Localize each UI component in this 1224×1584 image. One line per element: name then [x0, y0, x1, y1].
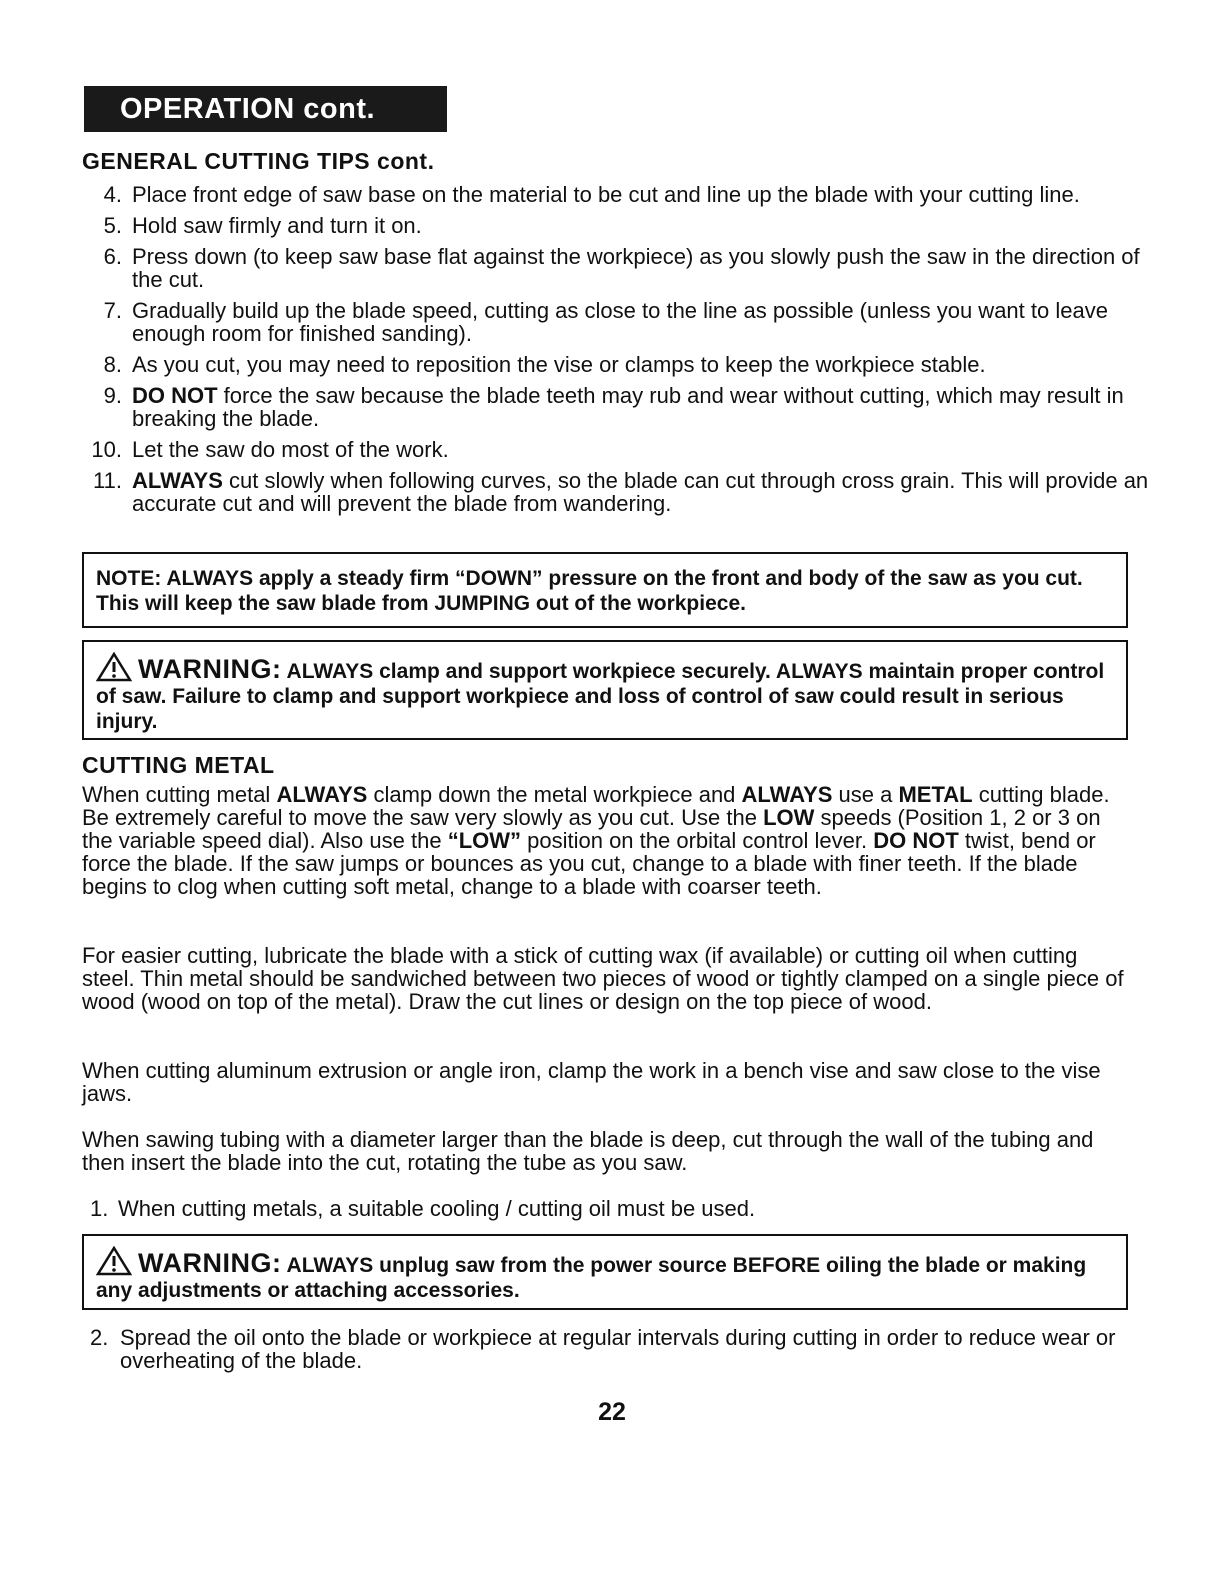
item-text: Place front edge of saw base on the material to be cut and line up the blade with your cutting line.: [132, 182, 1080, 207]
text-run: twist, bend or force the blade. If the saw jumps or bounces as you cut, change to a blade with finer teeth. If the blade begins to clog when cutting soft metal, change to a blade with coarser teeth.: [82, 828, 1096, 899]
note-text: NOTE: ALWAYS apply a steady firm “DOWN” pressure on the front and body of the saw as you cut. This will keep the saw blade from JUMPING out of the workpiece.: [96, 567, 1083, 615]
general-cutting-tips-heading: GENERAL CUTTING TIPS cont.: [82, 148, 435, 174]
page-number: 22: [598, 1398, 626, 1426]
item-text: When cutting metals, a suitable cooling / cutting oil must be used.: [118, 1196, 756, 1221]
list-item: [82, 438, 1152, 461]
item-number: 7.: [103, 298, 122, 323]
metal-steps-list-1: [82, 1197, 1152, 1228]
list-item: [82, 1197, 1152, 1220]
warning-box-unplug: [82, 1234, 1128, 1310]
warning-label: WARNING:: [138, 1248, 282, 1278]
item-number: 1.: [90, 1196, 109, 1221]
warning-box-clamp: [82, 640, 1128, 740]
text-run: use a: [832, 782, 899, 807]
cutting-metal-heading: CUTTING METAL: [82, 752, 275, 778]
item-text: Hold saw firmly and turn it on.: [132, 213, 422, 238]
item-emphasis: DO NOT: [132, 383, 218, 408]
list-item: [82, 353, 1152, 376]
item-number: 5.: [103, 213, 122, 238]
item-number: 2.: [90, 1325, 109, 1350]
list-item: [82, 245, 1152, 291]
section-header: OPERATION cont.: [84, 86, 447, 132]
item-number: 11.: [93, 468, 122, 493]
item-text: Spread the oil onto the blade or workpiece at regular intervals during cutting in order to reduce wear or overheating of the blade.: [120, 1325, 1116, 1373]
cutting-metal-paragraph-4: When sawing tubing with a diameter larger than the blade is deep, cut through the wall of the tubing and then insert the blade into the cut, rotating the tube as you saw.: [82, 1127, 1094, 1175]
warning-text: ALWAYS unplug saw from the power source BEFORE oiling the blade or making any adjustments or attaching accessories.: [96, 1254, 1087, 1302]
list-item: [82, 214, 1152, 237]
list-item: [82, 384, 1152, 430]
text-run: speeds (Position 1, 2 or 3 on the variable speed dial). Also use the: [82, 805, 1101, 853]
warning-label: WARNING:: [138, 654, 282, 684]
item-text: Press down (to keep saw base flat against the workpiece) as you slowly push the saw in the direction of the cut.: [132, 244, 1140, 292]
emphasis: ALWAYS: [741, 782, 833, 807]
item-number: 8.: [103, 352, 122, 377]
emphasis: METAL: [898, 782, 973, 807]
emphasis: ALWAYS: [276, 782, 368, 807]
warning-triangle-icon: [96, 652, 132, 682]
cutting-metal-paragraph-2: For easier cutting, lubricate the blade with a stick of cutting wax (if available) or cutting oil when cutting steel. Thin metal should be sandwiched between two pieces of wood or tightly clamped on a single piece of wood (wood on top of the metal). Draw the cut lines or design on the top piece of wood.: [82, 943, 1124, 1014]
list-item: [82, 469, 1152, 515]
list-item: [82, 183, 1152, 206]
item-text: As you cut, you may need to reposition the vise or clamps to keep the workpiece stable.: [132, 352, 986, 377]
emphasis: LOW: [763, 805, 815, 830]
text-run: cutting blade. Be extremely careful to move the saw very slowly as you cut. Use the: [82, 782, 1110, 830]
item-text: cut slowly when following curves, so the blade can cut through cross grain. This will provide an accurate cut and will prevent the blade from wandering.: [132, 468, 1149, 516]
text-run: position on the orbital control lever.: [521, 828, 874, 853]
warning-text: ALWAYS clamp and support workpiece securely. ALWAYS maintain proper control of saw. Failure to clamp and support workpiece and loss of control of saw could result in serious injury.: [96, 660, 1105, 733]
emphasis: DO NOT: [873, 828, 959, 853]
cutting-metal-paragraph-3: When cutting aluminum extrusion or angle iron, clamp the work in a bench vise and saw close to the vise jaws.: [82, 1058, 1101, 1106]
text-run: clamp down the metal workpiece and: [367, 782, 742, 807]
emphasis: “LOW”: [447, 828, 522, 853]
metal-steps-list-2: [82, 1326, 1152, 1380]
item-text: force the saw because the blade teeth may rub and wear without cutting, which may result in breaking the blade.: [132, 383, 1124, 431]
item-emphasis: ALWAYS: [132, 468, 223, 493]
item-text: Gradually build up the blade speed, cutting as close to the line as possible (unless you want to leave enough room for finished sanding).: [132, 298, 1108, 346]
item-number: 9.: [103, 383, 122, 408]
item-number: 10.: [91, 437, 122, 462]
item-text: Let the saw do most of the work.: [132, 437, 449, 462]
warning-triangle-icon: [96, 1246, 132, 1276]
item-number: 4.: [103, 182, 122, 207]
general-tips-list: [82, 183, 1152, 523]
cutting-metal-paragraph-1: [82, 783, 1132, 898]
text-run: When cutting metal: [82, 782, 277, 807]
item-number: 6.: [103, 244, 122, 269]
list-item: [82, 1326, 1152, 1372]
list-item: [82, 299, 1152, 345]
note-box: [82, 552, 1128, 628]
